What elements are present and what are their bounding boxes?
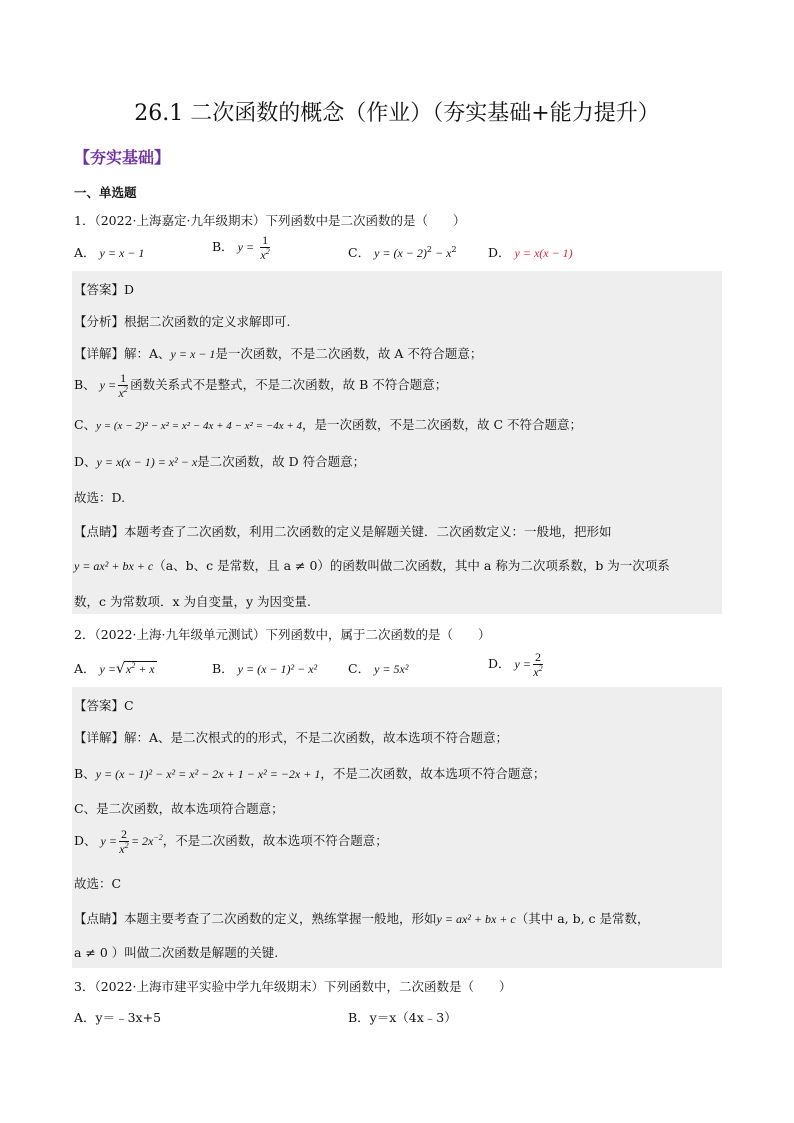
option-math-tail: − x: [432, 246, 452, 260]
q1-option-b: B． y = $\frac{1}{x^2}$: [212, 233, 270, 262]
question-2-stem: 2．（2022·上海·九年级单元测试）下列函数中，属于二次函数的是（ ）: [74, 627, 491, 642]
option-math: y = x − 1: [99, 246, 145, 260]
q2-option-c: C． y = 5x²: [348, 661, 409, 676]
q1-option-c: C． $y = (x - 2)^2 - x^2$: [348, 244, 457, 260]
question-3-stem: 3．（2022·上海市建平实验中学九年级期末）下列函数中，二次函数是（ ）: [74, 979, 512, 994]
option-math-correct: y = x(x − 1): [514, 246, 573, 260]
part-heading: 一、单选题: [74, 185, 137, 200]
option-label: A．: [74, 245, 96, 260]
q1-analysis: 【分析】根据二次函数的定义求解即可.: [74, 314, 291, 329]
q1-detail-d: D、y = x(x − 1) = x² − x是二次函数，故 D 符合题意；: [74, 454, 366, 469]
q2-choose: 故选：C: [74, 876, 122, 891]
q1-comment-1: 【点睛】本题考查了二次函数，利用二次函数的定义是解题关键．二次函数定义：一般地，把形如: [74, 524, 612, 539]
question-1-stem: 1．（2022·上海嘉定·九年级期末）下列函数中是二次函数的是（ ）: [74, 213, 466, 228]
q3-option-a: A．y＝﹣3x+5: [74, 1010, 162, 1025]
q2-option-a: A． $y =√x^2 + x$: [74, 661, 155, 677]
option-label: C．: [348, 245, 371, 260]
q2-option-d: D． y = $\frac{2}{x^2}$: [488, 650, 543, 679]
q1-choose: 故选：D.: [74, 490, 126, 505]
q3-option-b: B．y＝x（4x﹣3）: [348, 1010, 457, 1025]
q1-comment-3: 数，c 为常数项．x 为自变量，y 为因变量.: [74, 594, 312, 609]
q1-comment-2: y = ax² + bx + c（a、b、c 是常数，且 a ≠ 0）的函数叫做二次函数，其中 a 称为二次项系数，b 为一次项系: [74, 558, 670, 573]
q2-answer: 【答案】C: [74, 698, 134, 713]
q1-detail-a: 【详解】解：A、y = x − 1是一次函数，不是二次函数，故 A 不符合题意；: [74, 346, 483, 361]
q1-detail-b: B、 y = $\frac{1}{x^2}$ 函数关系式不是整式，不是二次函数，故 B 不符合题意；: [74, 371, 448, 400]
q2-detail-d: D、 y = $\frac{2}{x^2}$ = $2x^{-2}$，不是二次函数，故本选项不符合题意；: [74, 827, 388, 856]
q2-detail-b: B、y = (x − 1)² − x² = x² − 2x + 1 − x² = −2x + 1，不是二次函数，故本选项不符合题意；: [74, 766, 546, 781]
q1-option-d: [488, 243, 573, 261]
option-math: y = (x − 2): [374, 246, 427, 260]
page-title: 26.1 二次函数的概念（作业）（夯实基础+能力提升）: [134, 101, 660, 126]
q2-detail-a: 【详解】解：A、是二次根式的的形式，不是二次函数，故本选项不符合题意；: [74, 730, 509, 745]
q2-comment-2: a ≠ 0 ）叫做二次函数是解题的关键.: [74, 945, 279, 960]
q2-comment-1: 【点睛】本题主要考查了二次函数的定义，熟练掌握一般地，形如y = ax² + bx + c（其中 a, b, c 是常数，: [74, 911, 650, 926]
section-heading: 【夯实基础】: [74, 148, 171, 167]
q2-option-b: B． y = (x − 1)² − x²: [212, 661, 318, 676]
q1-answer: 【答案】D: [74, 282, 135, 297]
option-label: B．: [212, 239, 234, 254]
q2-detail-c: C、是二次函数，故本选项符合题意；: [74, 801, 284, 816]
option-label: D．: [488, 245, 511, 260]
q1-option-a: [74, 243, 144, 261]
q1-detail-c: C、y = (x − 2)² − x² = x² − 4x + 4 − x² = −4x + 4，是一次函数，不是二次函数，故 C 不符合题意；: [74, 417, 583, 432]
